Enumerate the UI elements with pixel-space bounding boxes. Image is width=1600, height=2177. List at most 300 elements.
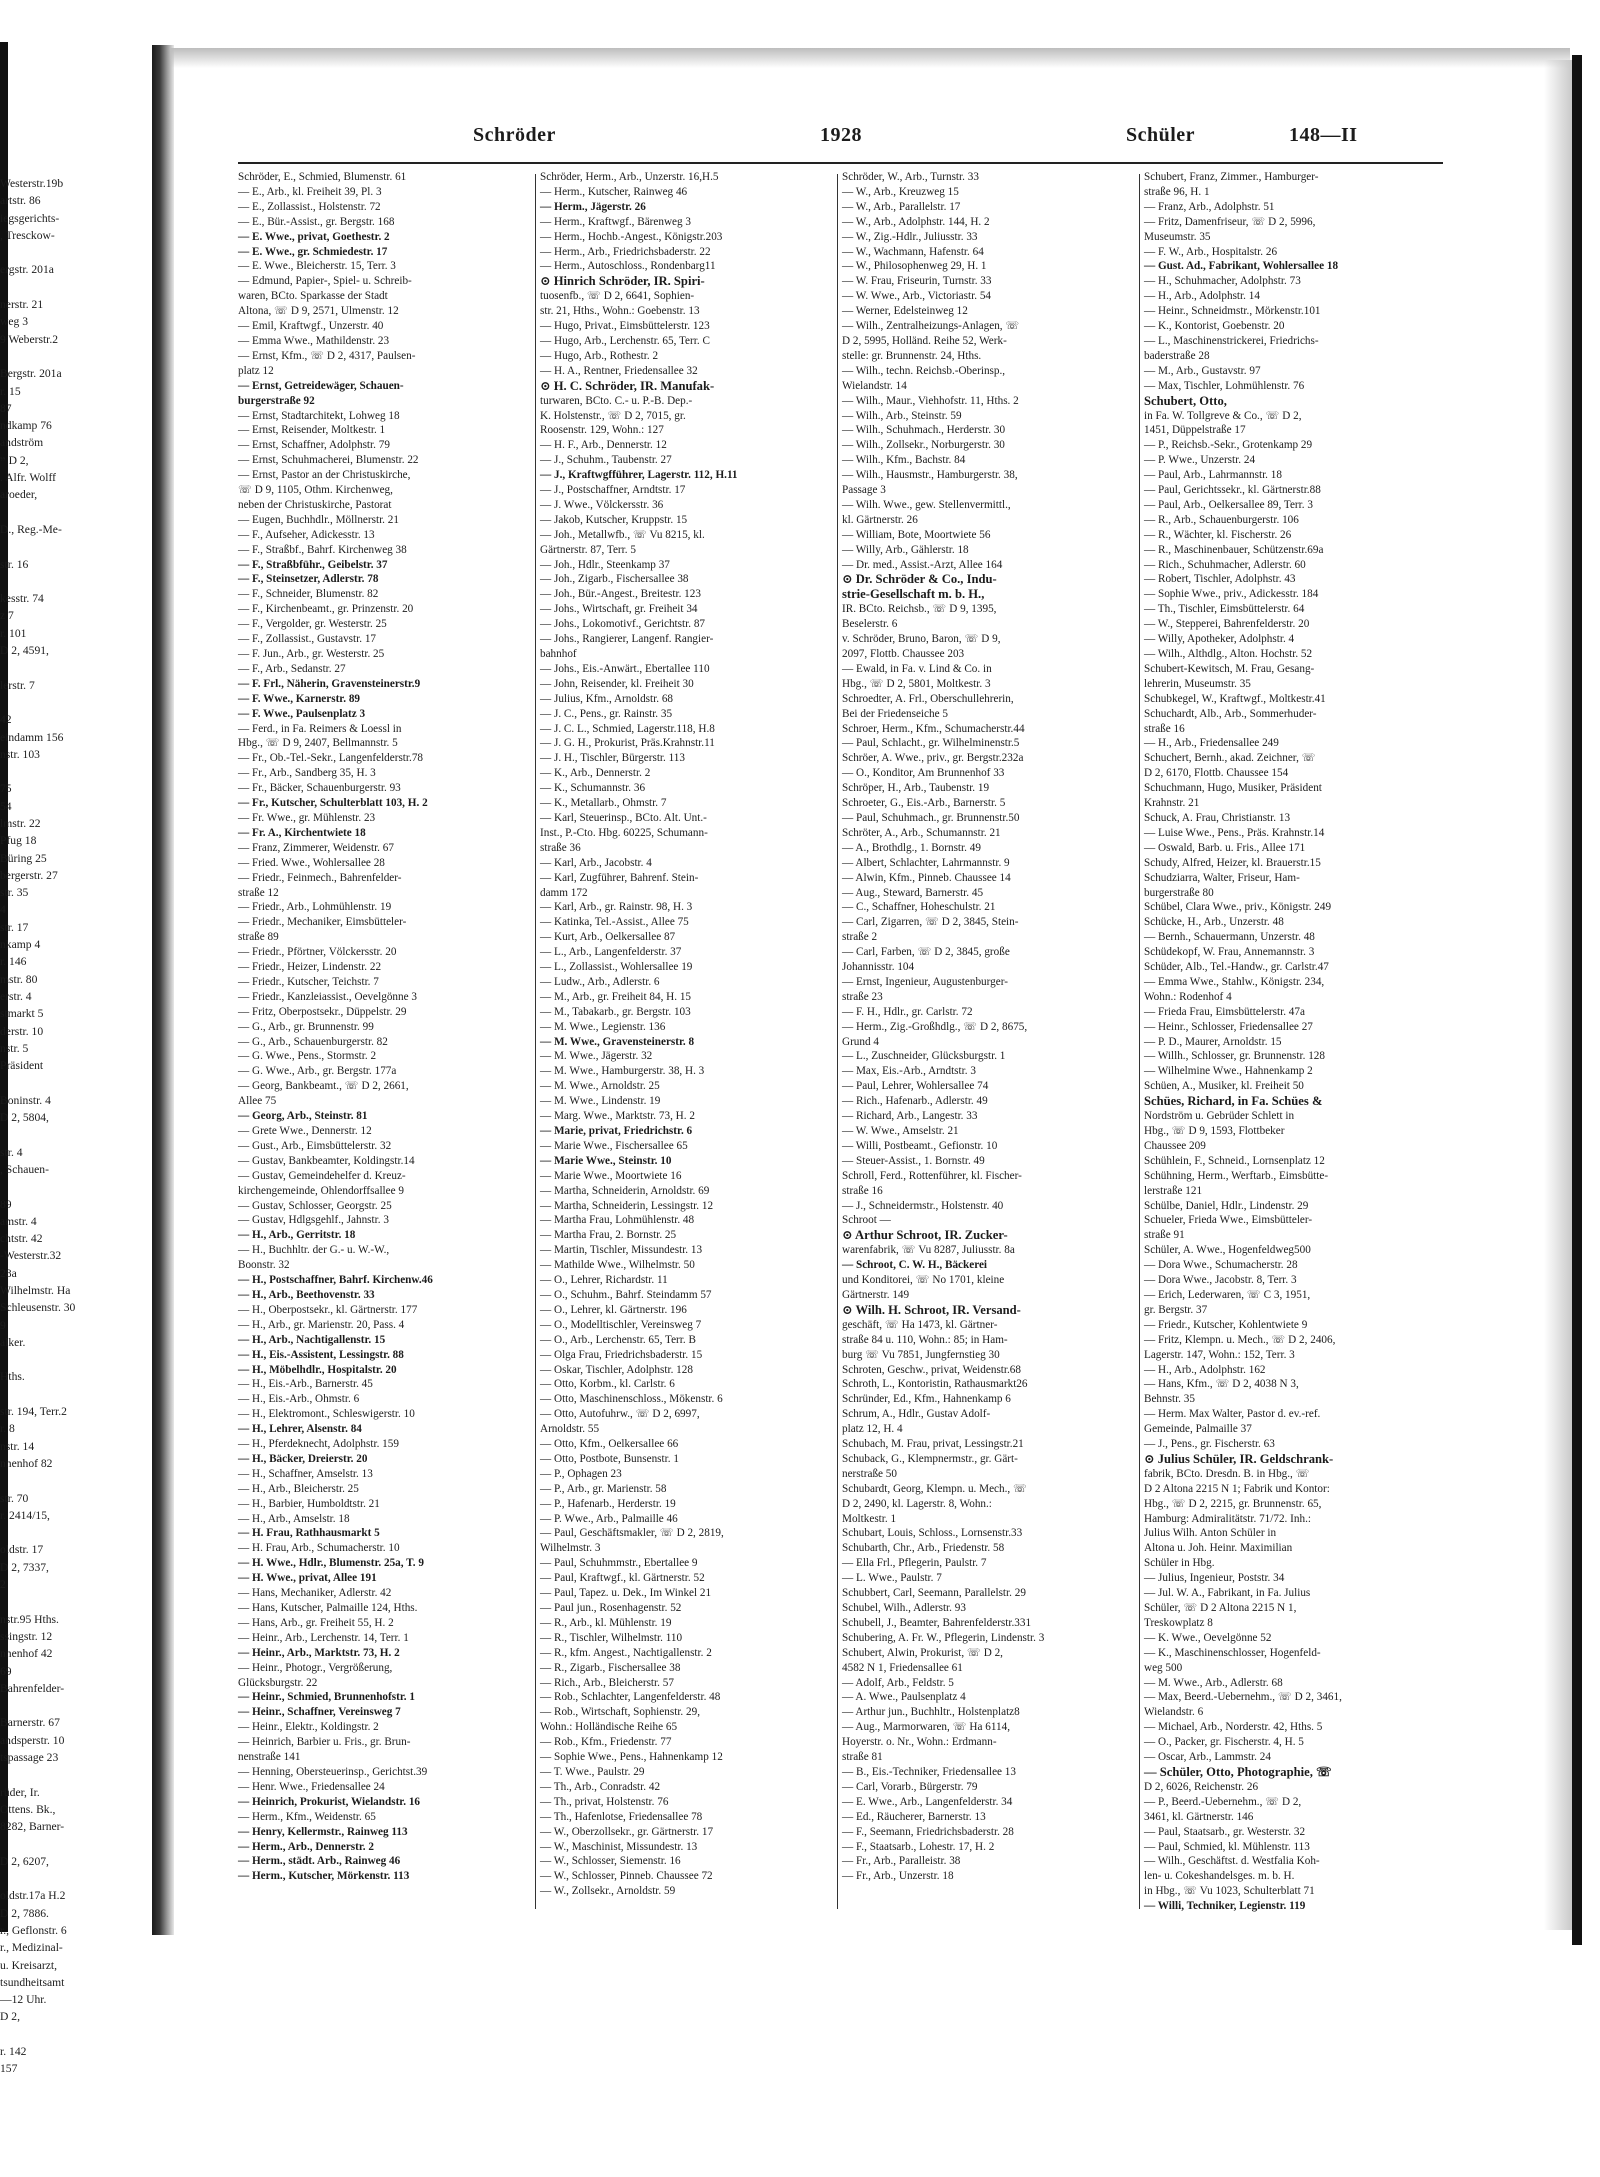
directory-entry: Chaussee 209 — [1144, 1139, 1206, 1152]
directory-entry: — Franz, Arb., Adolphstr. 51 — [1144, 200, 1275, 213]
directory-entry: Allee 75 — [238, 1095, 277, 1108]
directory-entry: burgerstraße 92 — [238, 394, 315, 407]
directory-entry: — Th., Hafenlotse, Friedensallee 78 — [540, 1810, 703, 1823]
directory-entry: — Gustav, Hdlgsgehlf., Jahnstr. 3 — [238, 1214, 389, 1227]
directory-entry: — M., Arb., Gustavstr. 97 — [1144, 364, 1261, 377]
directory-entry: — Carl, Zigarren, ☏ D 2, 3845, Stein- — [842, 916, 1019, 929]
directory-entry: Schroeter, G., Eis.-Arb., Barnerstr. 5 — [842, 797, 1006, 810]
directory-entry: D 2, 2490, kl. Lagerstr. 8, Wohn.: — [842, 1497, 992, 1510]
directory-entry: — H., Arb., Amselstr. 18 — [238, 1512, 350, 1525]
directory-entry: kirchengemeinde, Ohlendorffsallee 9 — [238, 1184, 404, 1197]
directory-entry: — J., Schuhm., Taubenstr. 27 — [540, 454, 672, 467]
directory-entry: — Wilh., Geschäftst. d. Westfalia Koh- — [1144, 1855, 1320, 1868]
directory-entry: straße 2 — [842, 931, 878, 944]
facing-page-line: Hths. — [0, 1370, 25, 1384]
directory-entry: len- u. Cokeshandelsges. m. b. H. — [1144, 1870, 1295, 1883]
directory-entry: — Fr., Arb., Paralleistr. 38 — [842, 1855, 961, 1868]
directory-entry: — Heinr., Arb., Marktstr. 73, H. 2 — [238, 1646, 400, 1659]
directory-entry: — H., Eis.-Arb., Ohmstr. 6 — [238, 1393, 360, 1406]
directory-entry: — J. C., Pens., gr. Rainstr. 35 — [540, 707, 673, 720]
facing-page-line: str. 17 — [0, 920, 29, 934]
directory-entry: Wielandstr. 6 — [1144, 1706, 1204, 1719]
facing-page-line: iegsgerichts- — [0, 211, 60, 225]
directory-entry: Schroll, Ferd., Rottenführer, kl. Fischer- — [842, 1169, 1022, 1182]
facing-page-line: ssingstr. 12 — [0, 1629, 53, 1643]
directory-entry: damm 172 — [540, 886, 588, 899]
facing-page-line: nstr.95 Hths. — [0, 1612, 59, 1626]
directory-entry: — M. Wwe., Hamburgerstr. 38, H. 3 — [540, 1065, 705, 1078]
directory-entry: — Hugo, Arb., Lerchenstr. 65, Terr. C — [540, 334, 710, 347]
facing-page-line — [0, 1351, 150, 1368]
facing-page-line: Ottens. Bk., — [0, 1802, 56, 1816]
directory-entry: — H., Barbier, Humboldtstr. 21 — [238, 1497, 380, 1510]
directory-entry: — Herm., Autoschloss., Rondenbarg11 — [540, 260, 716, 273]
directory-entry: — Schüler, Otto, Photographie, ☏ — [1144, 1764, 1332, 1779]
directory-entry: — H. A., Rentner, Friedensallee 32 — [540, 364, 698, 377]
directory-entry: — Martha, Schneiderin, Arnoldstr. 69 — [540, 1184, 710, 1197]
facing-page-line: r., Geflonstr. 6 — [0, 1923, 67, 1937]
directory-entry: — Johs., Eis.-Anwärt., Ebertallee 110 — [540, 662, 710, 675]
directory-entry: — Otto, Korbm., kl. Carlstr. 6 — [540, 1378, 675, 1391]
directory-entry: Schuback, G., Klempnermstr., gr. Gärt- — [842, 1452, 1018, 1465]
directory-entry: — Martha, Schneiderin, Lessingstr. 12 — [540, 1199, 714, 1212]
facing-page-line: 75 — [0, 782, 12, 796]
directory-entry: — Gust., Arb., Eimsbüttelerstr. 32 — [238, 1139, 392, 1152]
directory-entry: Schudy, Alfred, Heizer, kl. Brauerstr.15 — [1144, 856, 1321, 869]
facing-page-line: r. 142 — [0, 2045, 27, 2059]
facing-page-line — [0, 279, 150, 296]
directory-entry: 4582 N 1, Friedensallee 61 — [842, 1661, 963, 1674]
directory-entry: — Wilh., Zollsekr., Norburgerstr. 30 — [842, 439, 1005, 452]
facing-page-line: oldstr.17a H.2 — [0, 1889, 66, 1903]
directory-entry: D 2, 6170, Flottb. Chaussee 154 — [1144, 767, 1289, 780]
directory-entry: — Georg, Arb., Steinstr. 81 — [238, 1110, 368, 1123]
directory-entry: — Joh., Hdlr., Steenkamp 37 — [540, 558, 670, 571]
facing-page-line: amstr. 4 — [0, 1214, 37, 1228]
directory-entry: — E., Arb., kl. Freiheit 39, Pl. 3 — [238, 185, 382, 198]
directory-entry: — Mathilde Wwe., Wilhelmstr. 50 — [540, 1259, 695, 1272]
directory-entry: — P. D., Maurer, Arnoldstr. 15 — [1144, 1035, 1282, 1048]
facing-page-line: r. 146 — [0, 955, 27, 969]
directory-entry: — Karl, Zugführer, Bahrenf. Stein- — [540, 871, 699, 884]
directory-entry: — Gustav, Schlosser, Georgstr. 25 — [238, 1199, 392, 1212]
directory-entry: Schücke, H., Arb., Unzerstr. 48 — [1144, 916, 1284, 929]
directory-entry: — Paul, Arb., Oelkersallee 89, Terr. 3 — [1144, 498, 1313, 511]
directory-entry: — Georg, Bankbeamt., ☏ D 2, 2661, — [238, 1080, 409, 1093]
facing-page-line: weg 3 — [0, 315, 29, 329]
facing-page-line: r. 15 — [0, 384, 21, 398]
directory-entry: Schroot — — [842, 1214, 891, 1227]
directory-entry: — K., Metallarb., Ohmstr. 7 — [540, 797, 667, 810]
directory-entry: — Otto, Autofuhrw., ☏ D 2, 6997, — [540, 1408, 700, 1421]
directory-entry: bahnhof — [540, 648, 577, 660]
directory-entry: — Fr., Bäcker, Schauenburgerstr. 93 — [238, 782, 401, 795]
directory-entry: — Schroot, C. W. H., Bäckerei — [842, 1259, 988, 1272]
directory-entry: — F., Straßbf., Bahrf. Kirchenweg 38 — [238, 543, 407, 556]
facing-page-line: D 2, 7337, — [0, 1560, 49, 1574]
facing-page-line: 87 — [0, 401, 12, 415]
directory-entry: — Rob., Schlachter, Langenfelderstr. 48 — [540, 1691, 721, 1704]
directory-entry: Hbg., ☏ D 2, 2215, gr. Brunnenstr. 65, — [1144, 1497, 1322, 1510]
directory-entry: lerstraße 121 — [1144, 1184, 1203, 1197]
directory-entry: — Max, Tischler, Lohmühlenstr. 76 — [1144, 379, 1305, 392]
directory-entry: — J. Wwe., Völckersstr. 36 — [540, 498, 664, 511]
directory-entry: — M., Tabakarb., gr. Bergstr. 103 — [540, 1005, 691, 1018]
directory-entry: — P., Ophagen 23 — [540, 1467, 622, 1480]
directory-entry: — J., Schneidermstr., Holstenstr. 40 — [842, 1199, 1004, 1212]
directory-entry: — H., Arb., Nachtigallenstr. 15 — [238, 1333, 386, 1346]
directory-entry: — Martha Frau, Lohmühlenstr. 48 — [540, 1214, 695, 1227]
directory-entry: — Marie Wwe., Fischersallee 65 — [540, 1139, 688, 1152]
facing-page-line: 2 — [0, 1578, 6, 1592]
directory-entry: — H., Pferdeknecht, Adolphstr. 159 — [238, 1438, 399, 1451]
directory-entry: — W., Maschinist, Missundestr. 13 — [540, 1840, 698, 1853]
directory-entry: — Emil, Kraftwgf., Unzerstr. 40 — [238, 320, 384, 333]
directory-entry: — H., Arb., Friedensallee 249 — [1144, 737, 1279, 750]
directory-entry: Gemeinde, Palmaille 37 — [1144, 1423, 1252, 1436]
directory-entry: Moltkestr. 1 — [842, 1512, 897, 1525]
directory-entry: straße 12 — [238, 886, 279, 899]
directory-entry: Behnstr. 35 — [1144, 1393, 1195, 1406]
header-rule — [238, 162, 1443, 164]
directory-entry: Schubkegel, W., Kraftwgf., Moltkestr.41 — [1144, 692, 1326, 705]
directory-entry: Hbg., ☏ D 2, 5801, Moltkestr. 3 — [842, 677, 991, 690]
facing-page-line: 54 — [0, 799, 12, 813]
facing-page-line: nnenhof 42 — [0, 1647, 53, 1661]
directory-entry: — Herm., Jägerstr. 26 — [540, 200, 646, 213]
directory-entry: und Konditorei, ☏ No 1701, kleine — [842, 1274, 1005, 1287]
directory-entry: — F., Vergolder, gr. Westerstr. 25 — [238, 618, 387, 631]
facing-page-line: r. 101 — [0, 626, 27, 640]
directory-entry: Schubel, Wilh., Adlerstr. 93 — [842, 1602, 966, 1614]
directory-entry: — Otto, Maschinenschloss., Mökenstr. 6 — [540, 1393, 723, 1406]
directory-entry: — Ernst, Schaffner, Adolphstr. 79 — [238, 439, 390, 452]
facing-page-line — [0, 1126, 150, 1143]
facing-page-line: Büring 25 — [0, 851, 47, 865]
directory-entry: — Fr. Wwe., gr. Mühlenstr. 23 — [238, 811, 376, 824]
directory-entry: — Wilhelmine Wwe., Hahnenkamp 2 — [1144, 1065, 1313, 1078]
facing-page-line: r. 8 — [0, 1422, 15, 1436]
directory-entry: — Bernh., Schauermann, Unzerstr. 48 — [1144, 931, 1315, 944]
facing-page-line: Bahrenfelder- — [0, 1681, 65, 1695]
directory-entry: — F., Kirchenbeamt., gr. Prinzenstr. 20 — [238, 603, 414, 616]
directory-entry: — Ferd., in Fa. Reimers & Loessl in — [238, 722, 402, 735]
directory-entry: — Wilh., Hausmstr., Hamburgerstr. 38, — [842, 469, 1018, 482]
directory-entry: — E., Bür.-Assist., gr. Bergstr. 168 — [238, 215, 395, 228]
directory-entry: — Friedr., Kutscher, Teichstr. 7 — [238, 975, 379, 988]
directory-entry: — Olga Frau, Friedrichsbaderstr. 15 — [540, 1348, 703, 1361]
directory-entry: Schudziarra, Walter, Friseur, Ham- — [1144, 871, 1300, 884]
directory-entry: — Adolf, Arb., Feldstr. 5 — [842, 1676, 954, 1689]
facing-page-line: 157 — [0, 2062, 18, 2076]
directory-entry: — Martha Frau, 2. Bornstr. 25 — [540, 1229, 677, 1242]
directory-entry: — Hans, Kfm., ☏ D 2, 4038 N 3, — [1144, 1378, 1299, 1391]
header-right-name: Schüler — [1126, 124, 1196, 146]
directory-entry: Schüler in Hbg. — [1144, 1557, 1215, 1570]
directory-entry: — P., Reichsb.-Sekr., Grotenkamp 29 — [1144, 439, 1313, 452]
directory-entry: — Fritz, Oberpostsekr., Düppelstr. 29 — [238, 1005, 407, 1018]
directory-entry: Schües, Richard, in Fa. Schües & — [1144, 1094, 1323, 1109]
directory-entry: — Paul, Kraftwgf., kl. Gärtnerstr. 52 — [540, 1572, 705, 1585]
directory-entry: — Paul jun., Rosenhagenstr. 52 — [540, 1602, 682, 1614]
directory-entry: — O., Lehrer, kl. Gärtnerstr. 196 — [540, 1303, 687, 1316]
facing-page-line: ergstr. 201a — [0, 263, 54, 277]
directory-entry: Treskowplatz 8 — [1144, 1616, 1213, 1629]
facing-page-fragment — [0, 175, 150, 2076]
scan-border-right — [1572, 55, 1582, 1945]
directory-entry: — Fried. Wwe., Wohlersallee 28 — [238, 856, 385, 869]
directory-entry: — Ewald, in Fa. v. Lind & Co. in — [842, 662, 992, 675]
directory-entry: Nordström u. Gebrüder Schlett in — [1144, 1110, 1295, 1123]
directory-entry: — Sophie Wwe., priv., Adickesstr. 184 — [1144, 588, 1319, 601]
directory-entry: — Friedr., Kutscher, Kohlentwiete 9 — [1144, 1318, 1308, 1331]
directory-entry: — F., Seemann, Friedrichsbaderstr. 28 — [842, 1825, 1014, 1838]
directory-entry: gr. Bergstr. 37 — [1144, 1303, 1208, 1316]
directory-entry: Schroer, Herm., Kfm., Schumacherstr.44 — [842, 722, 1025, 735]
facing-page-line — [0, 348, 150, 365]
directory-entry: — Ernst, Schuhmacherei, Blumenstr. 22 — [238, 454, 419, 467]
directory-entry: — Willy, Arb., Gählerstr. 18 — [842, 543, 969, 556]
directory-entry: Schüder, Alb., Tel.-Handw., gr. Carlstr.47 — [1144, 961, 1329, 974]
directory-entry: — F. W., Arb., Hospitalstr. 26 — [1144, 245, 1278, 258]
facing-page-line: 89 — [0, 1197, 12, 1211]
directory-entry: Schüdekopf, W. Frau, Annemannstr. 3 — [1144, 946, 1315, 959]
page-shade-right — [1544, 60, 1572, 1930]
directory-entry: — A., Brothdlg., 1. Bornstr. 49 — [842, 841, 981, 854]
directory-entry: Schubardt, Georg, Klempn. u. Mech., ☏ — [842, 1482, 1027, 1495]
directory-entry: — M. Wwe., Jägerstr. 32 — [540, 1050, 653, 1063]
directory-entry: — Edmund, Papier-, Spiel- u. Schreib- — [238, 275, 412, 288]
directory-entry: — Richard, Arb., Langestr. 33 — [842, 1110, 978, 1123]
directory-entry: Schühlein, F., Schneid., Lornsenplatz 12 — [1144, 1154, 1325, 1167]
facing-page-line: str. 4 — [0, 1145, 23, 1159]
directory-entry: stelle: gr. Brunnenstr. 24, Hths. — [842, 349, 982, 362]
directory-entry: — Oskar, Tischler, Adolphstr. 128 — [540, 1363, 693, 1376]
directory-entry: — J., Kraftwgfführer, Lagerstr. 112, H.11 — [540, 469, 738, 482]
directory-entry: — Fr., Kutscher, Schulterblatt 103, H. 2 — [238, 797, 428, 810]
directory-entry: — W., Wachmann, Hafenstr. 64 — [842, 245, 984, 258]
directory-entry: Boonstr. 32 — [238, 1259, 290, 1272]
directory-entry: — H., Buchhltr. der G.- u. W.-W., — [238, 1244, 390, 1257]
directory-entry: — Friedr., Kanzleiassist., Oevelgönne 3 — [238, 990, 417, 1003]
directory-entry: — Heinr., Arb., Lerchenstr. 14, Terr. 1 — [238, 1631, 409, 1644]
directory-entry: — Ernst, Reisender, Moltkestr. 1 — [238, 424, 386, 437]
directory-entry: — W., Oberzollsekr., gr. Gärtnerstr. 17 — [540, 1825, 714, 1838]
facing-page-line — [0, 1472, 150, 1489]
directory-entry: — R., Maschinenbauer, Schützenstr.69a — [1144, 543, 1324, 556]
directory-entry: — Rob., Kfm., Friedenstr. 77 — [540, 1736, 672, 1749]
facing-page-line — [0, 1074, 150, 1091]
facing-page-line: D., Reg.-Me- — [0, 522, 62, 536]
directory-entry: Glücksburgstr. 22 — [238, 1676, 318, 1689]
directory-entry: — Wilh., Arb., Steinstr. 59 — [842, 409, 962, 422]
directory-entry: — W., Philosophenweg 29, H. 1 — [842, 260, 987, 273]
directory-entry: geschäft, ☏ Ha 1473, kl. Gärtner- — [842, 1318, 998, 1331]
facing-page-line: 9 — [0, 1318, 6, 1332]
header-page-number: 148—II — [1289, 124, 1358, 146]
directory-entry: — Paul, Schuhmmstr., Ebertallee 9 — [540, 1557, 698, 1570]
directory-entry: Schubert, Alwin, Prokurist, ☏ D 2, — [842, 1646, 1003, 1659]
directory-entry: — K., Kontorist, Goebenstr. 20 — [1144, 320, 1285, 333]
directory-entry: — Otto, Postbote, Bunsenstr. 1 — [540, 1452, 679, 1465]
directory-entry: Schülbe, Daniel, Hdlr., Lindenstr. 29 — [1144, 1199, 1309, 1212]
facing-page-line — [0, 573, 150, 590]
directory-entry: K. Holstenstr., ☏ D 2, 7015, gr. — [540, 409, 686, 422]
directory-entry: Altona, ☏ D 9, 2571, Ulmenstr. 12 — [238, 305, 399, 318]
facing-page-line: oldstr. 17 — [0, 1543, 44, 1557]
directory-entry: — R., Wächter, kl. Fischerstr. 26 — [1144, 528, 1292, 541]
directory-entry: — J. H., Tischler, Bürgerstr. 113 — [540, 752, 685, 765]
directory-entry: — Ernst, Getreidewäger, Schauen- — [238, 379, 404, 392]
directory-entry: Hbg., ☏ D 9, 2407, Bellmannstr. 5 — [238, 737, 398, 750]
directory-entry: — H., Arb., Beethovenstr. 33 — [238, 1288, 375, 1301]
directory-entry: — Max, Eis.-Arb., Arndtstr. 3 — [842, 1065, 976, 1078]
facing-page-line: nkamp 4 — [0, 938, 41, 952]
directory-entry: — H. Wwe., privat, Allee 191 — [238, 1572, 377, 1585]
directory-entry: — John, Reisender, kl. Freiheit 30 — [540, 677, 694, 690]
directory-entry: Schüler, ☏ D 2 Altona 2215 N 1, — [1144, 1602, 1297, 1614]
facing-page-line — [0, 1697, 150, 1714]
directory-entry: Schröter, A., Arb., Schumannstr. 21 — [842, 826, 1001, 839]
directory-entry: — O., Packer, gr. Fischerstr. 4, H. 5 — [1144, 1736, 1304, 1749]
directory-entry: — J. C. L., Schmied, Lagerstr.118, H.8 — [540, 722, 715, 735]
directory-entry: Schubbert, Carl, Seemann, Parallelstr. 29 — [842, 1587, 1026, 1600]
facing-page-line: 42 — [0, 713, 12, 727]
directory-entry: — Gustav, Bankbeamter, Koldingstr.14 — [238, 1154, 415, 1167]
facing-page-line: derstr. 10 — [0, 1024, 44, 1038]
directory-columns — [238, 170, 1443, 1920]
facing-page-line — [0, 763, 150, 780]
directory-entry: — E. Wwe., Bleicherstr. 15, Terr. 3 — [238, 260, 396, 273]
directory-entry: Schroedter, A. Frl., Oberschullehrerin, — [842, 692, 1014, 705]
directory-entry: Bei der Friedenseiche 5 — [842, 707, 948, 720]
header-left-name: Schröder — [473, 124, 556, 146]
directory-entry: straße 36 — [540, 841, 581, 854]
directory-entry: — M. Wwe., Legienstr. 136 — [540, 1020, 666, 1033]
directory-entry: — Alwin, Kfm., Pinneb. Chaussee 14 — [842, 871, 1011, 884]
directory-entry: Schuchmann, Hugo, Musiker, Präsident — [1144, 782, 1322, 795]
directory-entry: — Franz, Zimmerer, Weidenstr. 67 — [238, 841, 394, 854]
directory-entry: — Jul. W. A., Fabrikant, in Fa. Julius — [1144, 1587, 1311, 1600]
directory-entry: Altona u. Joh. Heinr. Maximilian — [1144, 1542, 1293, 1555]
directory-entry: — Aug., Marmorwaren, ☏ Ha 6114, — [842, 1721, 1010, 1734]
directory-entry: — F. H., Hdlr., gr. Carlstr. 72 — [842, 1005, 973, 1018]
facing-page-line: andsperstr. 10 — [0, 1733, 65, 1747]
directory-entry: — H., Postschaffner, Bahrf. Kirchenw.46 — [238, 1274, 433, 1287]
page-header — [238, 124, 1438, 158]
directory-entry: — R., Arb., kl. Mühlenstr. 19 — [540, 1616, 672, 1629]
directory-entry: — Albert, Schlachter, Lahrmannstr. 9 — [842, 856, 1010, 869]
directory-entry: v. Schröder, Bruno, Baron, ☏ D 9, — [842, 633, 1001, 646]
directory-entry: — Dr. med., Assist.-Arzt, Allee 164 — [842, 558, 1003, 571]
directory-entry: — K., Arb., Dennerstr. 2 — [540, 767, 651, 780]
directory-entry: Schüler, A. Wwe., Hogenfeldweg500 — [1144, 1244, 1311, 1257]
directory-entry: — Friedr., Mechaniker, Eimsbütteler- — [238, 916, 407, 929]
directory-entry: — M. Wwe., Arb., Adlerstr. 68 — [1144, 1676, 1283, 1689]
directory-entry: — F., Schneider, Blumenstr. 82 — [238, 588, 379, 601]
directory-entry: fabrik, BCto. Dresdn. B. in Hbg., ☏ — [1144, 1467, 1310, 1480]
directory-entry: — P., Beerd.-Uebernehm., ☏ D 2, — [1144, 1795, 1302, 1808]
directory-entry: straße 84 u. 110, Wohn.: 85; in Ham- — [842, 1333, 1008, 1346]
facing-page-line: nnenhof 82 — [0, 1456, 53, 1470]
directory-entry: D 2, 6026, Reichenstr. 26 — [1144, 1780, 1259, 1793]
directory-entry: — Paul, Lehrer, Wohlersallee 74 — [842, 1080, 989, 1093]
facing-page-line — [0, 1836, 150, 1853]
directory-entry: — Erich, Lederwaren, ☏ C 3, 1951, — [1144, 1288, 1311, 1301]
directory-entry: — H., Bäcker, Dreierstr. 20 — [238, 1452, 368, 1465]
facing-page-line: 8282, Barner- — [0, 1820, 65, 1834]
directory-entry: — Heinr., Schlosser, Friedensallee 27 — [1144, 1020, 1313, 1033]
directory-entry: — G., Arb., Schauenburgerstr. 82 — [238, 1035, 388, 1048]
facing-page-line: kesstr. 74 — [0, 592, 44, 606]
directory-entry: — Oscar, Arb., Lammstr. 24 — [1144, 1751, 1271, 1764]
directory-entry: nenstraße 141 — [238, 1751, 301, 1764]
directory-entry: — Marg. Wwe., Marktstr. 73, H. 2 — [540, 1110, 695, 1123]
directory-entry: D 2 Altona 2215 N 1; Fabrik und Kontor: — [1144, 1482, 1330, 1495]
directory-entry: straße 16 — [842, 1184, 883, 1197]
directory-entry: straße 16 — [1144, 722, 1185, 735]
directory-entry: — Th., privat, Holstenstr. 76 — [540, 1795, 669, 1808]
facing-page-line: tspassage 23 — [0, 1751, 59, 1765]
directory-entry: Schühning, Herm., Werftarb., Eimsbütte- — [1144, 1169, 1329, 1182]
facing-page-line: z 7 — [0, 609, 14, 623]
directory-entry: — H. Wwe., Hdlr., Blumenstr. 25a, T. 9 — [238, 1557, 424, 1570]
directory-entry: — Ernst, Ingenieur, Augustenburger- — [842, 975, 1008, 988]
directory-entry: — Oswald, Barb. u. Fris., Allee 171 — [1144, 841, 1306, 854]
directory-entry: Roosenstr. 129, Wohn.: 127 — [540, 424, 664, 437]
directory-entry: — Marie Wwe., Moortwiete 16 — [540, 1169, 682, 1182]
directory-entry: — Friedr., Pförtner, Völckersstr. 20 — [238, 946, 397, 959]
facing-page-line: artstr. 86 — [0, 194, 41, 208]
directory-entry: — E. Wwe., gr. Schmiedestr. 17 — [238, 245, 388, 258]
directory-entry: — Joh., Metallwfb., ☏ Vu 8215, kl. — [540, 528, 705, 541]
directory-entry: — L., Maschinenstrickerei, Friedrichs- — [1144, 334, 1319, 347]
directory-entry: Schubell, J., Beamter, Bahrenfelderstr.331 — [842, 1616, 1032, 1629]
directory-entry: — O., Konditor, Am Brunnenhof 33 — [842, 767, 1005, 780]
facing-page-line: tsundheitsamt — [0, 1975, 65, 1989]
directory-column-3 — [842, 170, 1132, 1910]
directory-entry: — P., Arb., gr. Marienstr. 58 — [540, 1482, 667, 1495]
directory-entry: — W., Zollsekr., Arnoldstr. 59 — [540, 1885, 676, 1898]
directory-entry: — Rich., Arb., Bleicherstr. 57 — [540, 1676, 674, 1689]
facing-page-line: nstr. 14 — [0, 1439, 35, 1453]
directory-entry: platz 12, H. 4 — [842, 1423, 903, 1436]
directory-entry: — Wilh. Wwe., gew. Stellenvermittl., — [842, 498, 1011, 511]
directory-entry: — W., Schlosser, Siemenstr. 16 — [540, 1855, 681, 1868]
directory-entry: — Robert, Tischler, Adolphstr. 43 — [1144, 573, 1296, 586]
directory-entry: — Johs., Wirtschaft, gr. Freiheit 34 — [540, 603, 698, 616]
column-divider — [1139, 174, 1140, 1909]
directory-entry: Schübel, Clara Wwe., priv., Königstr. 249 — [1144, 901, 1332, 914]
directory-entry: — Hugo, Arb., Rothestr. 2 — [540, 349, 659, 362]
directory-entry: Schrum, A., Hdlr., Gustav Adolf- — [842, 1408, 991, 1421]
directory-entry: — Grete Wwe., Dennerstr. 12 — [238, 1125, 372, 1137]
directory-entry: str. 21, Hths., Wohn.: Goebenstr. 13 — [540, 305, 700, 318]
directory-entry: — Max, Beerd.-Uebernehm., ☏ D 2, 3461, — [1144, 1691, 1342, 1704]
directory-entry: — Steuer-Assist., 1. Bornstr. 49 — [842, 1154, 985, 1167]
book-gutter-shadow — [152, 45, 174, 1935]
directory-entry: straße 89 — [238, 931, 279, 944]
facing-page-line — [0, 2026, 150, 2043]
directory-entry: — Wilh., techn. Reichsb.-Oberinsp., — [842, 364, 1006, 377]
facing-page-line: alker. — [0, 1335, 26, 1349]
directory-entry: Hbg., ☏ D 9, 1593, Flottbeker — [1144, 1125, 1285, 1137]
facing-page-line: eindamm 156 — [0, 730, 64, 744]
directory-entry: Schroth, L., Kontoristin, Rathausmarkt26 — [842, 1378, 1028, 1391]
directory-entry: — Herm., Hochb.-Angest., Königstr.203 — [540, 230, 723, 243]
directory-entry: — W., Arb., Adolphstr. 144, H. 2 — [842, 215, 990, 228]
directory-entry: — Marie Wwe., Steinstr. 10 — [540, 1154, 672, 1167]
